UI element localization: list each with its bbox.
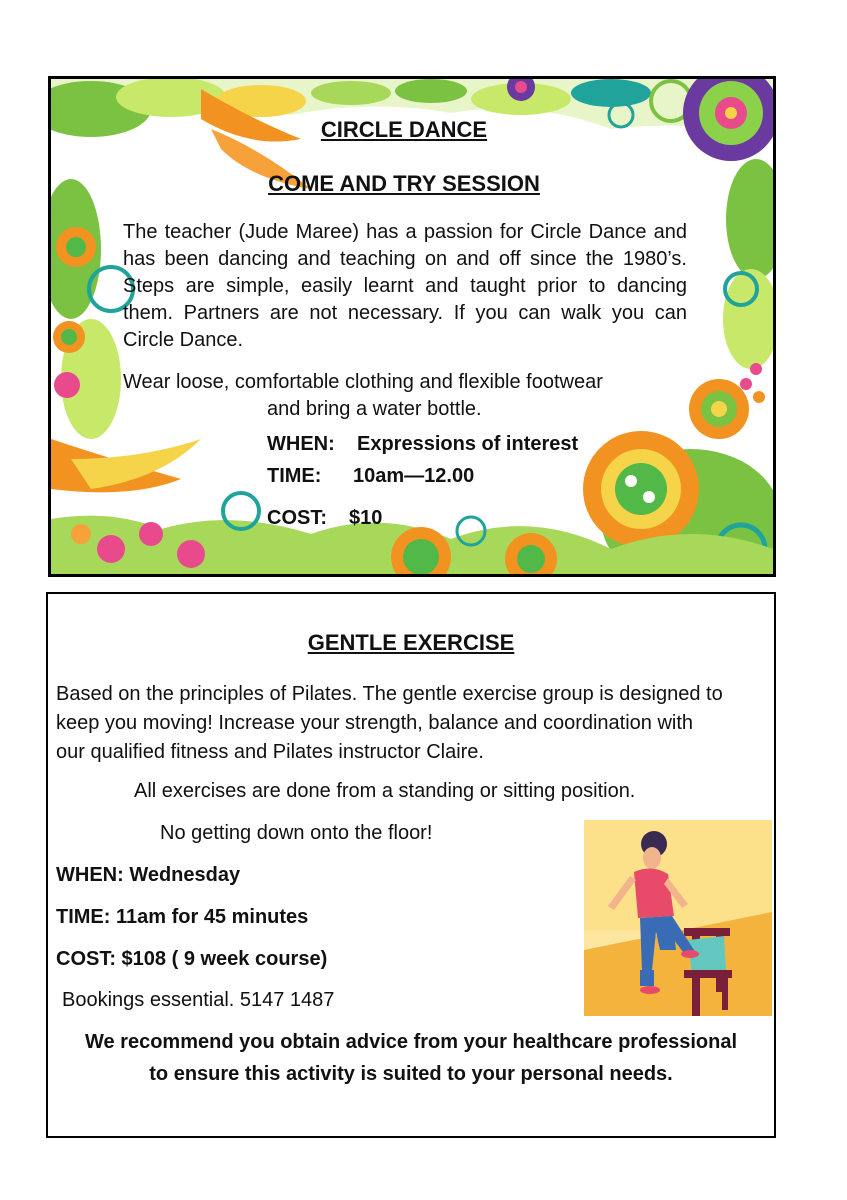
gentle-exercise-description: Based on the principles of Pilates. The gentle exercise group is designed to keep you moving! Increase your strength, balance and coordination with our qualified fitness and Pilates instructor Claire. bbox=[56, 683, 723, 763]
time-label: TIME: bbox=[267, 465, 322, 487]
healthcare-advice-line2: to ensure this activity is suited to your personal needs. bbox=[149, 1063, 673, 1085]
floor-note: No getting down onto the floor! bbox=[160, 822, 433, 844]
clothing-advice: Wear loose, comfortable clothing and flexible footwear bbox=[123, 371, 603, 393]
circle-dance-content bbox=[51, 79, 773, 574]
cost-value: $10 bbox=[349, 507, 383, 529]
circle-dance-description: The teacher (Jude Maree) has a passion for Circle Dance and has been dancing and teaching on and off since the 1980’s. Steps are simple, easily learnt and taught prior to dancing them. Partners are not necessary. If you can walk you can Circle Dance. bbox=[123, 221, 687, 351]
gentle-exercise-title: GENTLE EXERCISE bbox=[307, 630, 515, 655]
gentle-exercise-panel bbox=[46, 592, 776, 1138]
cost-label: COST: bbox=[267, 507, 327, 529]
positions-note: All exercises are done from a standing or sitting position. bbox=[134, 780, 636, 802]
when-info: WHEN: Wednesday bbox=[56, 864, 241, 886]
time-value: 10am—12.00 bbox=[353, 465, 475, 487]
exercise-illustration bbox=[584, 820, 772, 1016]
when-value: Expressions of interest bbox=[357, 433, 579, 455]
circle-dance-panel bbox=[48, 76, 776, 577]
cost-info: COST: $108 ( 9 week course) bbox=[56, 948, 328, 970]
time-info: TIME: 11am for 45 minutes bbox=[56, 906, 309, 928]
circle-dance-subtitle: COME AND TRY SESSION bbox=[268, 171, 540, 196]
healthcare-advice-line1: We recommend you obtain advice from your healthcare professional bbox=[84, 1031, 738, 1053]
circle-dance-title: CIRCLE DANCE bbox=[320, 117, 488, 142]
water-bottle-advice: and bring a water bottle. bbox=[267, 398, 482, 420]
when-label: WHEN: bbox=[267, 433, 335, 455]
bookings-info: Bookings essential. 5147 1487 bbox=[62, 989, 335, 1011]
